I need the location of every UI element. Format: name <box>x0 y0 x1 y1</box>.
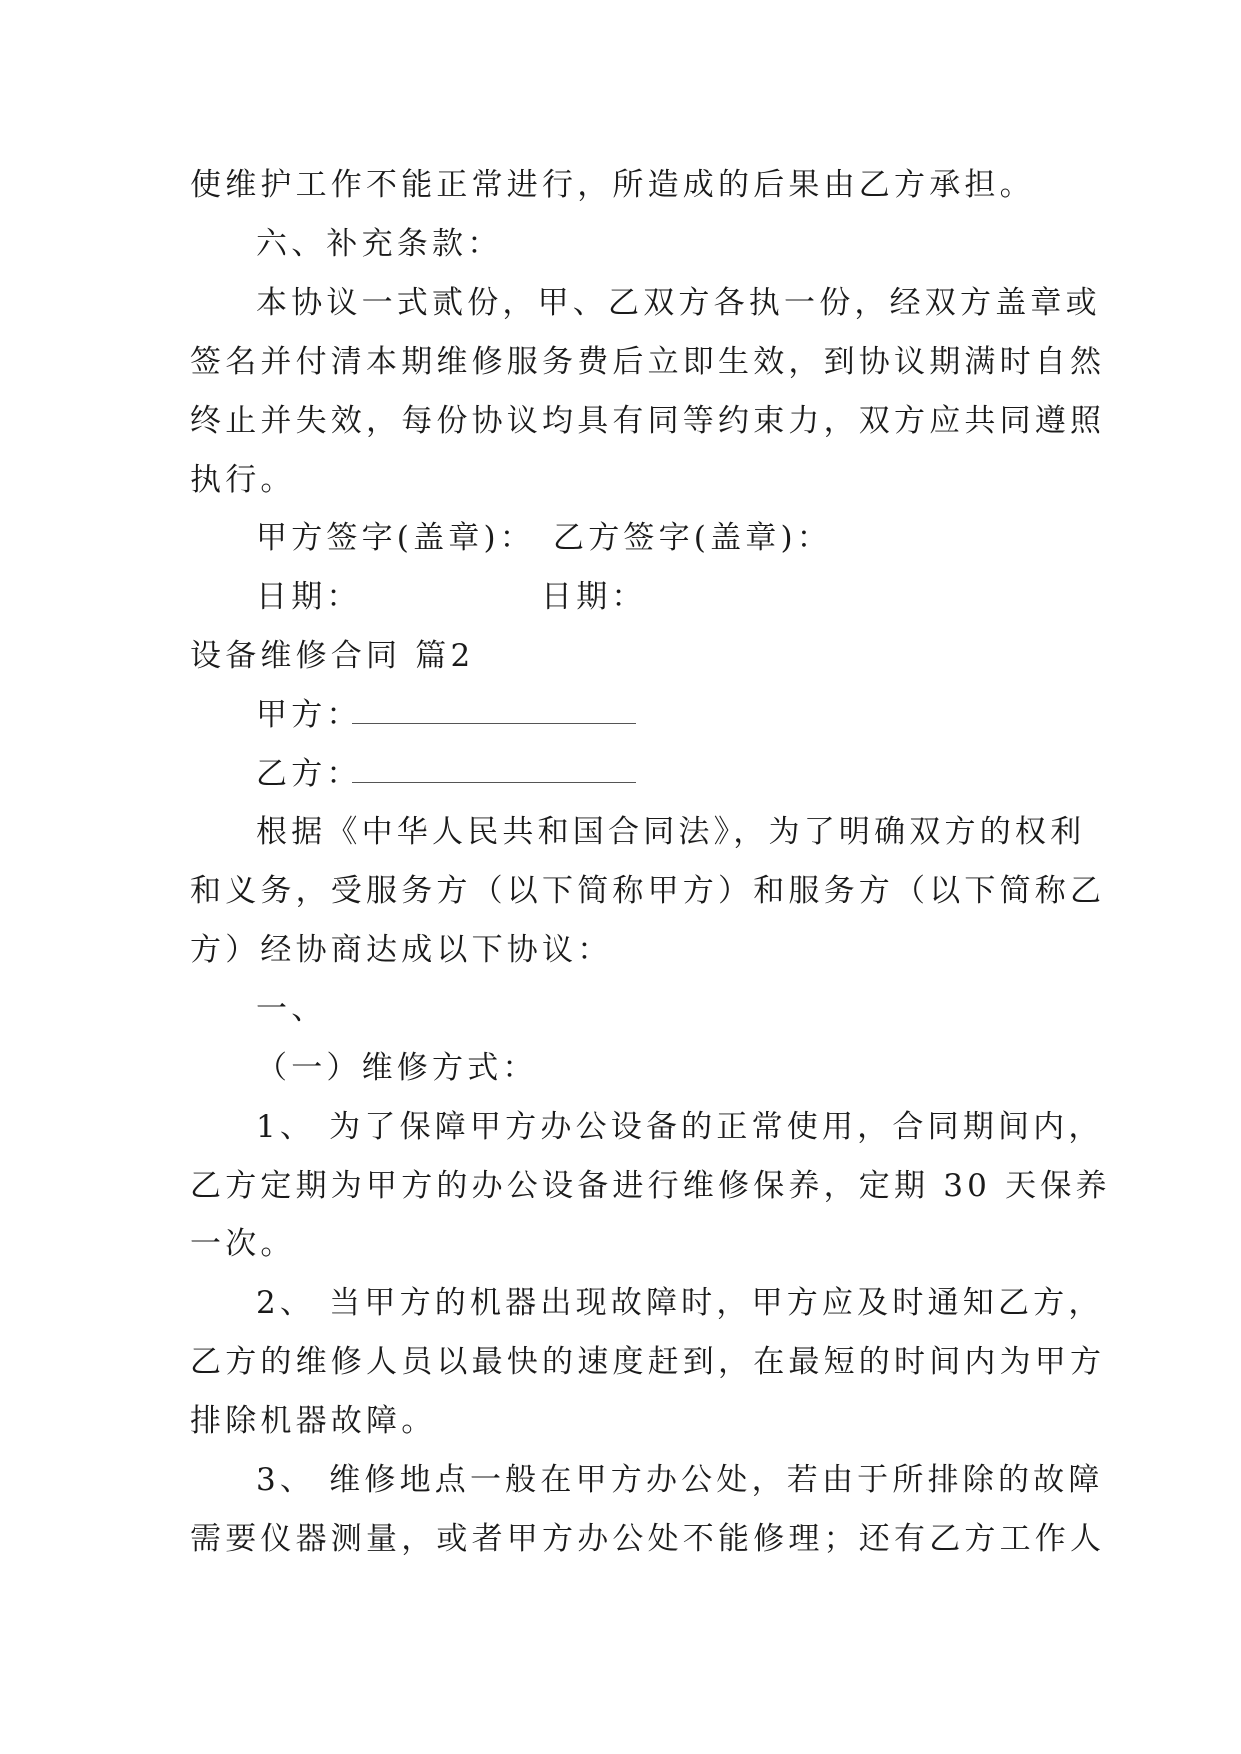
party-b-signature-label: 乙方签字(盖章)： <box>553 520 832 556</box>
section-title: 设备维修合同 篇2 <box>190 638 475 674</box>
sub-heading: （一）维修方式： <box>256 1050 538 1086</box>
party-b-date-label: 日期： <box>541 579 647 615</box>
paragraph-line: 执行。 <box>190 462 296 498</box>
paragraph-line: 需要仪器测量，或者甲方办公处不能修理；还有乙方工作人 <box>190 1521 1106 1557</box>
paragraph-line: 1、 为了保障甲方办公设备的正常使用，合同期间内， <box>256 1109 1104 1145</box>
paragraph-line: 根据《中华人民共和国合同法》，为了明确双方的权利 <box>256 814 1086 850</box>
paragraph-line: 使维护工作不能正常进行，所造成的后果由乙方承担。 <box>190 167 1035 203</box>
paragraph-line: 2、 当甲方的机器出现故障时，甲方应及时通知乙方， <box>256 1285 1104 1321</box>
paragraph-line: 一次。 <box>190 1226 296 1262</box>
party-a-signature-label: 甲方签字(盖章)： <box>256 520 535 556</box>
party-b-blank-line <box>352 782 636 783</box>
paragraph-line: 方）经协商达成以下协议： <box>190 932 613 968</box>
section-heading: 六、补充条款： <box>256 226 503 262</box>
paragraph-line: 本协议一式贰份，甲、乙双方各执一份，经双方盖章或 <box>256 285 1101 321</box>
paragraph-line: 签名并付清本期维修服务费后立即生效，到协议期满时自然 <box>190 344 1106 380</box>
paragraph-line: 排除机器故障。 <box>190 1403 437 1439</box>
paragraph-line: 3、 维修地点一般在甲方办公处，若由于所排除的故障 <box>256 1462 1104 1498</box>
paragraph-line: 终止并失效，每份协议均具有同等约束力，双方应共同遵照 <box>190 403 1106 439</box>
party-a-label: 甲方： <box>256 697 362 733</box>
paragraph-line: 和义务，受服务方（以下简称甲方）和服务方（以下简称乙 <box>190 873 1106 909</box>
party-b-label: 乙方： <box>256 756 362 792</box>
paragraph-line: 乙方的维修人员以最快的速度赶到，在最短的时间内为甲方 <box>190 1344 1106 1380</box>
party-a-date-label: 日期： <box>256 579 362 615</box>
party-a-blank-line <box>352 723 636 724</box>
paragraph-line: 乙方定期为甲方的办公设备进行维修保养，定期 30 天保养 <box>190 1168 1111 1204</box>
item-number: 一、 <box>256 991 327 1027</box>
